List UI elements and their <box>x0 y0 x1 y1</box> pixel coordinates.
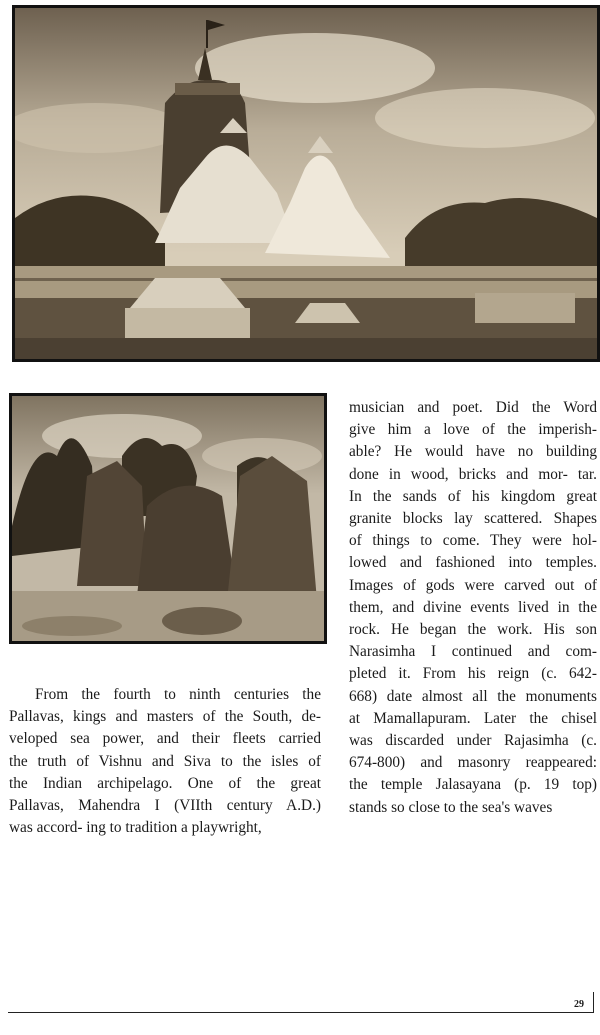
text-line: lowed and fashioned into temples. <box>349 554 597 572</box>
text-line: pleted it. From his reign (c. 642- <box>349 665 597 683</box>
text-line: them, and divine events lived in the <box>349 598 597 616</box>
rock-temples-photo <box>9 393 327 644</box>
text-line: granite blocks lay scattered. Shapes <box>349 510 597 528</box>
text-line: 674-800) and masonry reappeared: <box>349 754 597 772</box>
text-line: at Mamallapuram. Later the chisel <box>349 709 597 727</box>
text-line: rock. He began the work. His son <box>349 621 597 639</box>
footer-rule <box>8 1012 594 1013</box>
text-line: Pallavas, kings and masters of the South, de- <box>9 708 321 726</box>
text-line: done in wood, bricks and mor- tar. <box>349 465 597 483</box>
text-line: Narasimha I continued and com- <box>349 643 597 661</box>
text-line: the truth of Vishnu and Siva to the isles of <box>9 752 321 770</box>
text-line: stands so close to the sea's waves <box>349 798 553 816</box>
text-line: the temple Jalasayana (p. 19 top) <box>349 776 597 794</box>
text-line: the Indian archipelago. One of the great <box>9 774 321 792</box>
text-line: From the fourth to ninth centuries the <box>35 686 321 703</box>
right-column-text <box>349 397 597 819</box>
text-line: give him a love of the imperish- <box>349 421 597 439</box>
left-column-text <box>9 684 321 839</box>
text-line: musician and poet. Did the Word <box>349 399 597 416</box>
text-line: was accord- ing to tradition a playwright, <box>9 819 262 837</box>
text-line: Pallavas, Mahendra I (VIIth century A.D.) <box>9 797 321 815</box>
footer-tick <box>593 992 594 1013</box>
text-line: In the sands of his kingdom great <box>349 487 597 505</box>
text-line: of things to come. They were hol- <box>349 532 597 550</box>
text-line: 668) date almost all the monuments <box>349 687 597 705</box>
text-line: Images of gods were carved out of <box>349 576 597 594</box>
text-line: was discarded under Rajasimha (c. <box>349 732 597 750</box>
page-number: 29 <box>574 999 584 1010</box>
text-line: able? He would have no building <box>349 443 597 461</box>
temple-photo <box>12 5 600 362</box>
text-line: veloped sea power, and their fleets carried <box>9 730 321 748</box>
